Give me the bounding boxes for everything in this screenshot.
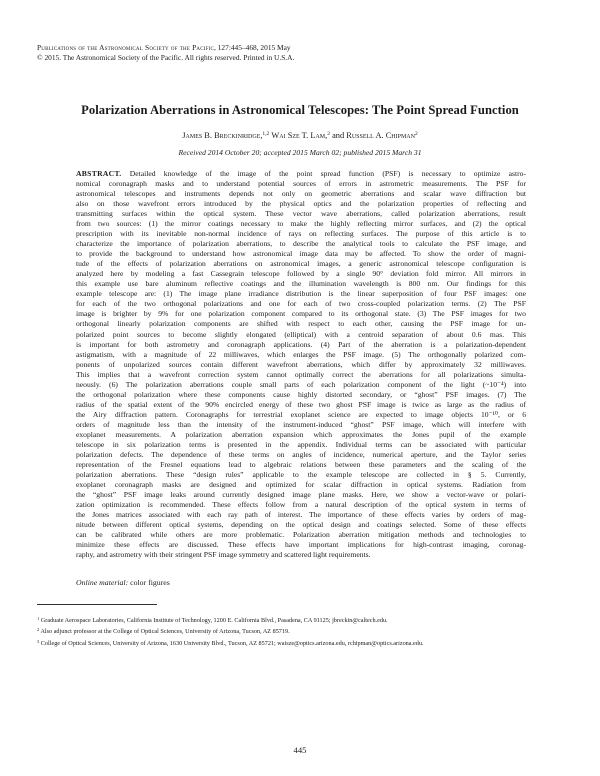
abstract-line — [76, 430, 526, 440]
abstract-line — [76, 309, 526, 319]
journal-header — [37, 43, 577, 63]
abstract-text: exoplanet coronagraph masks are designed and optimized for scalar diffraction in optical systems. Radiation from — [76, 479, 526, 489]
footnote-mark: 3 — [37, 638, 40, 644]
author-affiliation-mark: 2 — [327, 131, 330, 137]
abstract-text: the Jones matrices associated with each ray path of interest. The importance of these effects varies by orders of mag- — [76, 510, 526, 520]
abstract-line — [76, 400, 526, 410]
abstract-text: tude of the effects of polarization aberrations on astronomical images, a generic astronomical telescope configuration is — [76, 259, 526, 269]
copyright-line: © 2015. The Astronomical Society of the Pacific. All rights reserved. Printed in U.S.A. — [37, 53, 295, 62]
abstract-text: is important for both astrometry and coronagraph applications. (4) Part of the aberration is a polarization-dependent — [76, 339, 526, 349]
journal-citation-line — [37, 43, 577, 53]
abstract-line — [76, 490, 526, 500]
abstract-text: telescope in six polarization terms is presented in the appendix. Individual terms can be associated with particular — [76, 439, 526, 449]
abstract-text: transmitting surfaces within the optical system. These vector wave aberrations, called polarization aberrations, result — [76, 209, 526, 219]
abstract-line — [76, 219, 526, 229]
abstract-line — [76, 530, 526, 540]
abstract-line — [76, 350, 526, 360]
abstract-line — [76, 500, 526, 510]
abstract-text: orders of magnitude less than the intensity of the instrument-induced “ghost” PSF image, which will interfere with — [76, 419, 526, 429]
footnotes — [37, 614, 567, 648]
abstract-text: polarization defects. The dependence of these terms on angles of incidence, numerical aperture, and the Taylor series — [76, 449, 526, 459]
footnote-mark: 2 — [37, 627, 40, 633]
abstract-line — [76, 189, 526, 199]
abstract-line — [76, 370, 526, 380]
abstract-text: image is brighter by 9% for one polarization component compared to its orthogonal state. (3) The PSF images for two — [76, 309, 526, 319]
abstract-line — [76, 289, 526, 299]
footnote-1 — [37, 614, 567, 625]
abstract-text: the “ghost” PSF image leaks around currently designed image plane masks. Here, we show a vector-wave or polari- — [76, 490, 526, 499]
abstract-label: ABSTRACT. — [76, 169, 122, 178]
abstract-text: Detailed knowledge of the image of the point spread function (PSF) is necessary to optimize astro- — [121, 169, 526, 178]
abstract-line — [76, 199, 526, 209]
abstract-line — [76, 209, 526, 219]
abstract-line — [76, 470, 526, 480]
abstract-text: polarized point sources to become slightly elongated (elliptical) with a centroid separation of about 0.6 mas. This — [76, 329, 526, 339]
abstract-text: this example use bare aluminum reflective coatings and the illumination wavelength is 800 nm. Our findings for this — [76, 279, 526, 289]
abstract-line — [76, 550, 526, 560]
author-affiliation-mark: 1,2 — [262, 131, 270, 137]
abstract-line — [76, 179, 526, 189]
abstract-line — [76, 360, 526, 370]
online-material-label: Online material: — [76, 578, 129, 587]
author-1 — [182, 131, 271, 140]
abstract-text: example telescope are: (1) The image plane irradiance distribution is the linear superposition of four PSF images: one — [76, 289, 526, 299]
abstract-text: nitude between different optical systems, depending on the optical design and coatings selected. Some of these effects — [76, 520, 526, 530]
abstract-text: minimize these effects are discussed. These effects have important implications for high-contrast imaging, coronag- — [76, 540, 526, 550]
abstract-text: nomical coronagraph masks and to understand potential sources of errors in astrometric measurements. The PSF for — [76, 179, 526, 189]
abstract-line — [76, 380, 526, 390]
journal-name: Publications of the Astronomical Society of the Pacific — [37, 43, 215, 52]
author-name: Russell A. Chipman — [346, 131, 415, 140]
abstract-line — [76, 269, 526, 279]
abstract-text: representation of the Fresnel equations lead to algebraic relations between these parameters and the scaling of the — [76, 459, 526, 469]
abstract-text: from two sources: (1) the mirror coatings necessary to make the highly reflecting mirror surfaces, and (2) the optical — [76, 219, 526, 229]
abstract-line — [76, 259, 526, 269]
abstract-text: orthogonal linearly polarization components are shifted with respect to each other, causing the PSF image for un- — [76, 319, 526, 329]
abstract-text: to provide the background to understand how astronomical image data may be affected. To show the order of magni- — [76, 249, 526, 259]
online-material — [76, 578, 170, 587]
footnote-text: College of Optical Sciences, University of Arizona, 1630 University Blvd., Tucson, AZ 85721; waisze@optics.arizona.edu, rchipman@optics.arizona.edu. — [39, 639, 424, 647]
author-name: Wai Sze T. Lam, — [271, 131, 328, 140]
abstract-line — [76, 420, 526, 430]
abstract-line — [76, 440, 526, 450]
publication-dates: Received 2014 October 20; accepted 2015 March 02; published 2015 March 31 — [178, 148, 422, 157]
author-affiliation-mark: 2 — [414, 131, 418, 137]
footnote-2 — [37, 625, 567, 636]
abstract-text: the orthogonal polarization where these components cause highly distorted secondary, or “ghost” PSF images. (7) The — [76, 389, 526, 399]
abstract-line — [76, 239, 526, 249]
abstract-line — [76, 520, 526, 530]
abstract-text: raphy, and astrometry with their stringent PSF image symmetry and scattered light requirements. — [76, 550, 371, 560]
abstract-text: radius of the spatial extent of the 90% encircled energy of these two ghost PSF image is twice as large as the radius of — [76, 399, 526, 409]
abstract-line — [76, 410, 526, 420]
author-3 — [346, 131, 417, 140]
abstract-line — [76, 460, 526, 470]
abstract-line — [76, 480, 526, 490]
footnote-text: Graduate Aerospace Laboratories, California Institute of Technology, 1200 E. California Blvd., Pasadena, CA 91125; jbreckin@caltech.edu. — [39, 617, 388, 624]
abstract-text: polarization aberrations. These “design rules” applicable to the example telescope are collected in § 5. Currently, — [76, 469, 526, 479]
abstract-text: for each of the two orthogonal polarizations and one for each of two cross-coupled polarization terms. (2) The PSF — [76, 299, 526, 309]
journal-citation: , 127:445–468, 2015 May — [214, 43, 291, 52]
abstract-text: This implies that a wavefront correction system cannot optimally correct the aberrations for all polarizations simulta- — [76, 369, 526, 379]
author-separator: and — [329, 131, 347, 140]
abstract-text: astronomical telescopes and instruments depends not only on geometric aberrations and scalar wave diffraction but — [76, 189, 526, 199]
author-2 — [271, 131, 346, 140]
online-material-value: color figures — [128, 578, 170, 587]
footnote-3 — [37, 637, 567, 648]
author-list — [20, 131, 580, 140]
abstract-line — [76, 249, 526, 259]
abstract-line — [76, 319, 526, 329]
abstract-text: exoplanet measurements. A polarization aberration expansion which approximates the Jones pupil of the example — [76, 429, 526, 439]
abstract-text: characterize the importance of polarization aberrations, to describe the analytical tools to calculate the PSF image, and — [76, 239, 526, 249]
abstract-line — [76, 390, 526, 400]
abstract-text: ponents of unpolarized sources contain different wavefront aberrations, which differ by approximately 32 milliwaves. — [76, 359, 526, 369]
abstract-line — [76, 330, 526, 340]
footnote-mark: 1 — [37, 616, 40, 621]
article-title: Polarization Aberrations in Astronomical Telescopes: The Point Spread Function — [81, 103, 519, 117]
footnote-divider — [37, 604, 157, 605]
abstract-text: zation optimization is recommended. These effects follow from a natural description of the optical system in terms of — [76, 500, 526, 510]
abstract-line — [76, 510, 526, 520]
abstract-text: astigmatism, with a magnitude of 22 milliwaves, which enlarges the PSF image. (5) The orthogonally polarized com- — [76, 349, 526, 359]
abstract-line — [76, 340, 526, 350]
abstract-text: the Airy diffraction pattern. Coronagraphs for terrestrial exoplanet science are expected to image objects 10⁻¹⁰, or 6 — [76, 409, 526, 419]
abstract-text: neously. (6) The polarization aberrations couple small parts of each polarization component of the light (~10⁻⁴) into — [76, 379, 526, 389]
abstract-text: analyzed here by modeling a fast Cassegrain telescope followed by a single 90° deviation fold mirror. All mirrors in — [76, 269, 526, 279]
abstract-line — [76, 169, 526, 179]
footnote-text: Also adjunct professor at the College of Optical Sciences, University of Arizona, Tucson, AZ 85719. — [39, 628, 290, 636]
abstract-line — [76, 540, 526, 550]
page-number: 445 — [293, 745, 307, 755]
abstract-line — [76, 279, 526, 289]
abstract-text: can be calibrated while others are more problematic. Polarization aberration mitigation methods and technologies to — [76, 530, 526, 540]
abstract-line — [76, 299, 526, 309]
abstract-text: also on those wavefront errors introduced by the physical optics and the polarization properties of reflecting and — [76, 199, 526, 209]
abstract-line — [76, 450, 526, 460]
author-name: James B. Breckinridge, — [182, 131, 263, 140]
abstract-line — [76, 229, 526, 239]
abstract — [76, 169, 526, 560]
abstract-text: prescription with its inevitable non-normal incidence of rays on reflecting surfaces. The purpose of this article is to — [76, 229, 526, 239]
